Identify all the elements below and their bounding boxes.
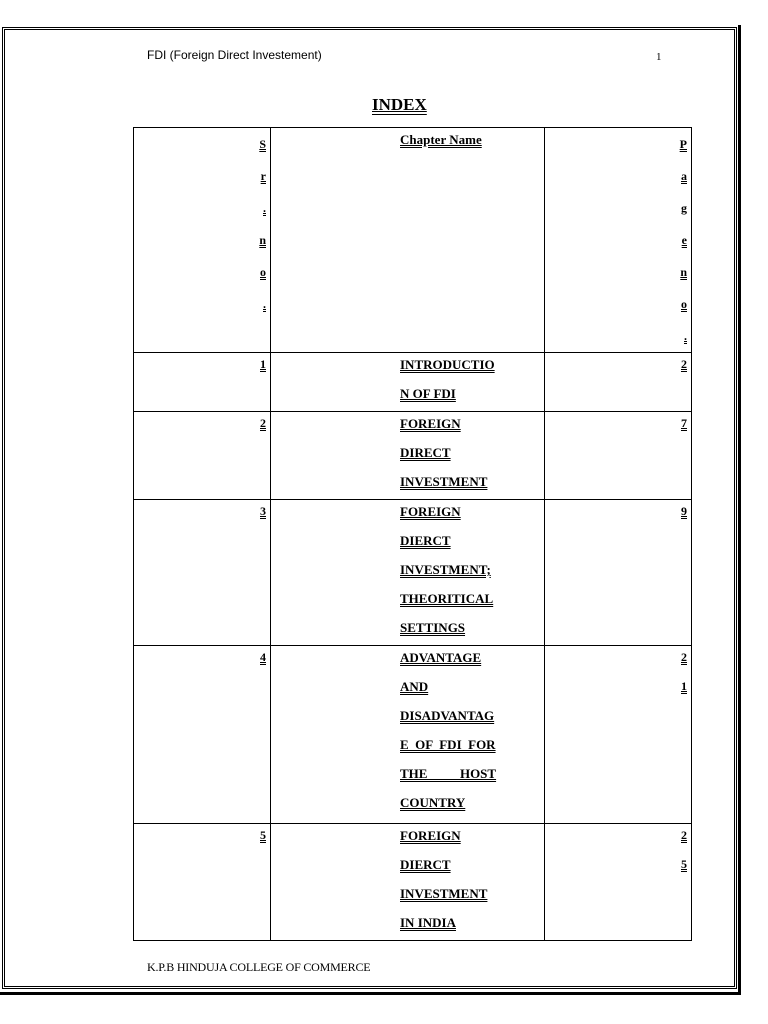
chapter-line: IN INDIA (400, 915, 456, 930)
sr-no-value: 2 (260, 416, 266, 430)
stacked-letter: g (681, 201, 687, 215)
table-row (134, 412, 692, 500)
chapter-line: INVESTMENT; (400, 562, 491, 577)
page-no-cell (545, 500, 692, 646)
stacked-letter: o (260, 265, 266, 279)
running-header: FDI (Foreign Direct Investement) (147, 48, 322, 62)
chapter-line: FOREIGN (400, 416, 461, 431)
chapter-name-cell (271, 824, 545, 941)
stacked-letter: S (259, 137, 266, 151)
page-no-header (545, 128, 692, 353)
sr-no-value: 1 (260, 357, 266, 371)
chapter-line: N OF FDI (400, 386, 456, 401)
chapter-line: FOREIGN (400, 828, 461, 843)
chapter-line: FOREIGN (400, 504, 461, 519)
sr-no-value: 3 (260, 504, 266, 518)
sr-no-cell (134, 412, 271, 500)
stacked-letter: r (260, 169, 266, 183)
page-no-cell (545, 353, 692, 412)
table-row (134, 646, 692, 824)
chapter-line: THEORITICAL (400, 591, 494, 606)
chapter-line: DISADVANTAG (400, 708, 495, 723)
sr-no-cell (134, 353, 271, 412)
table-row (134, 500, 692, 646)
page-footer: K.P.B HINDUJA COLLEGE OF COMMERCE (147, 960, 371, 974)
sr-no-value: 5 (260, 828, 266, 842)
page-no-cell (545, 824, 692, 941)
page-no-digit: 2 (681, 357, 687, 371)
chapter-name-header (271, 128, 545, 353)
table-header-row (134, 128, 692, 353)
chapter-name-cell (271, 412, 545, 500)
chapter-line: COUNTRY (400, 795, 466, 810)
chapter-line: DIERCT (400, 857, 451, 872)
chapter-name-cell (271, 646, 545, 824)
stacked-letter: n (259, 233, 266, 247)
chapter-line: DIERCT (400, 533, 451, 548)
sr-no-cell (134, 500, 271, 646)
chapter-line: AND (400, 679, 429, 694)
chapter-line: DIRECT (400, 445, 451, 460)
chapter-name-cell (271, 500, 545, 646)
page-no-digit: 2 (681, 650, 687, 664)
page-number: 1 (656, 51, 662, 63)
chapter-name-label: Chapter Name (400, 132, 482, 147)
chapter-line: INVESTMENT (400, 886, 488, 901)
stacked-letter: . (263, 297, 266, 311)
stacked-letter: e (681, 233, 687, 247)
stacked-letter: o (681, 297, 687, 311)
table-row (134, 353, 692, 412)
chapter-line: INTRODUCTIO (400, 357, 495, 372)
stacked-letter: n (680, 265, 687, 279)
stacked-letter: a (681, 169, 687, 183)
chapter-line: E OF FDI FOR (400, 737, 496, 752)
sr-no-cell (134, 646, 271, 824)
index-table (133, 127, 692, 941)
page-no-digit: 9 (681, 504, 687, 518)
table-row (134, 824, 692, 941)
page-no-cell (545, 646, 692, 824)
page-no-digit: 1 (681, 679, 687, 693)
chapter-line: ADVANTAGE (400, 650, 482, 665)
stacked-letter: . (263, 201, 266, 215)
chapter-line: INVESTMENT (400, 474, 488, 489)
sr-no-cell (134, 824, 271, 941)
chapter-line: SETTINGS (400, 620, 466, 635)
page-no-digit: 5 (681, 857, 687, 871)
sr-no-value: 4 (260, 650, 266, 664)
page-no-digit: 2 (681, 828, 687, 842)
sr-no-header (134, 128, 271, 353)
page-no-digit: 7 (681, 416, 687, 430)
stacked-letter: . (684, 329, 687, 343)
stacked-letter: P (679, 137, 687, 151)
page-no-cell (545, 412, 692, 500)
chapter-name-cell (271, 353, 545, 412)
chapter-line: THE HOST (400, 766, 497, 781)
index-title: INDEX (372, 95, 427, 114)
